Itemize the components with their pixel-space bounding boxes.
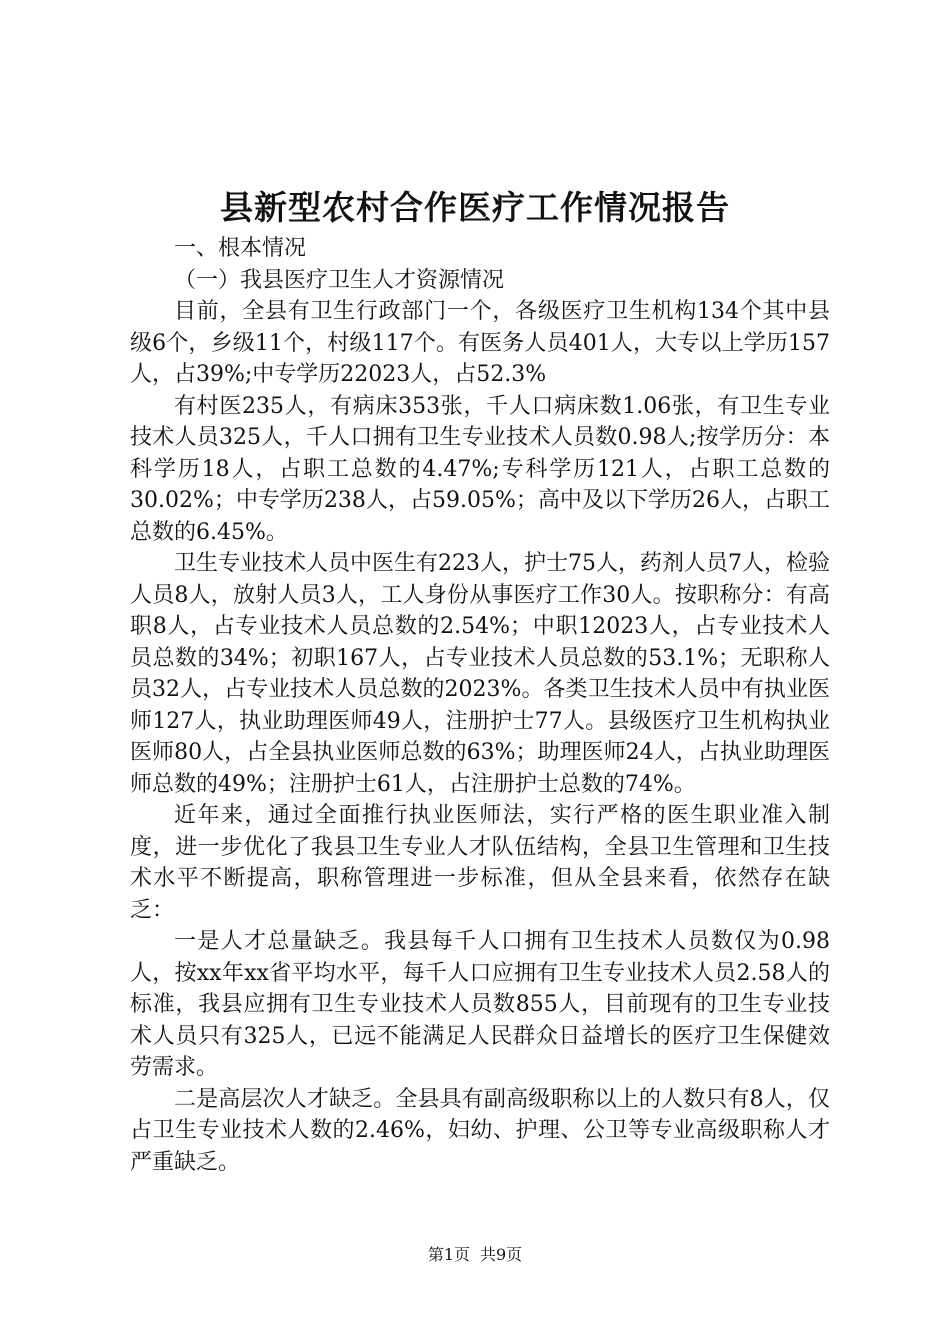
paragraph: 目前，全县有卫生行政部门一个，各级医疗卫生机构134个其中县级6个，乡级11个，村级117个。有医务人员401人，大专以上学历157人，占39%;中专学历22023人，占52.3% bbox=[130, 299, 830, 387]
paragraph: 卫生专业技术人员中医生有223人，护士75人，药剂人员7人，检验人员8人，放射人员3人，工人身份从事医疗工作30人。按职称分：有高职8人，占专业技术人员总数的2.54%；中职12023人，占专业技术人员总数的34%；初职167人，占专业技术人员总数的53.1%；无职称人员32人，占专业技术人员总数的2023%。各类卫生技术人员中有执业医师127人，执业助理医师49人，注册护士77人。县级医疗卫生机构执业医师80人，占全县执业医师总数的63%；助理医师24人，占执业助理医师总数的49%；注册护士61人，占注册护士总数的74%。 bbox=[130, 551, 830, 797]
section-heading: 一、根本情况 bbox=[174, 236, 307, 261]
paragraph: 一是人才总量缺乏。我县每千人口拥有卫生技术人员数仅为0.98人，按xx年xx省平均水平，每千人口应拥有卫生专业技术人员2.58人的标准，我县应拥有卫生专业技术人员数855人，目前现有的卫生专业技术人员只有325人，已远不能满足人民群众日益增长的医疗卫生保健效劳需求。 bbox=[130, 929, 830, 1080]
document-title: 县新型农村合作医疗工作情况报告 bbox=[220, 188, 730, 227]
document-body bbox=[130, 233, 830, 1178]
page-footer bbox=[0, 1244, 950, 1266]
paragraph: 近年来，通过全面推行执业医师法，实行严格的医生职业准入制度，进一步优化了我县卫生专业人才队伍结构，全县卫生管理和卫生技术水平不断提高，职称管理进一步标准，但从全县来看，依然存在缺乏： bbox=[130, 803, 830, 923]
page-number: 第1页 bbox=[427, 1245, 470, 1264]
paragraph: 有村医235人，有病床353张，千人口病床数1.06张，有卫生专业技术人员325人，千人口拥有卫生专业技术人员数0.98人;按学历分：本科学历18人，占职工总数的4.47%;专科学历121人，占职工总数的30.02%；中专学历238人，占59.05%；高中及以下学历26人，占职工总数的6.45%。 bbox=[130, 393, 830, 545]
paragraph: 二是高层次人才缺乏。全县具有副高级职称以上的人数只有8人，仅占卫生专业技术人数的2.46%，妇幼、护理、公卫等专业高级职称人才严重缺乏。 bbox=[130, 1086, 830, 1175]
page-total: 共9页 bbox=[480, 1245, 523, 1264]
subsection-heading: （一）我县医疗卫生人才资源情况 bbox=[174, 267, 505, 293]
